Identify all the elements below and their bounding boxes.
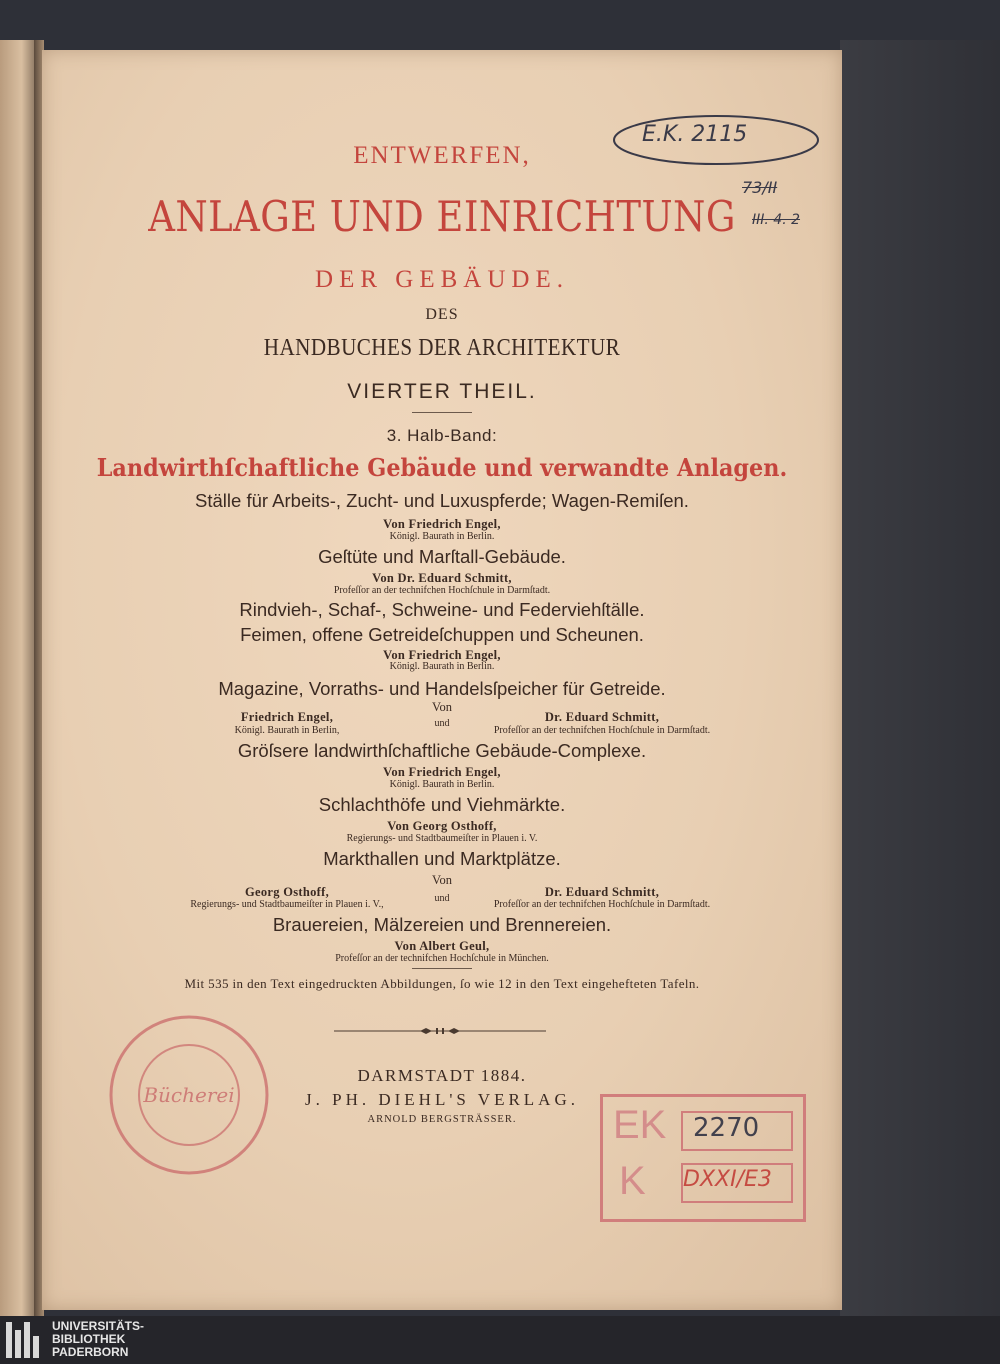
- title-line-entwerfen: ENTWERFEN,: [353, 142, 531, 169]
- section-von: Von: [432, 873, 452, 887]
- illustration-count: Mit 535 in den Text eingedruckten Abbildungen, ſo wie 12 in den Text eingehefteten Tafeln.: [184, 976, 700, 991]
- section-title: Magazine, Vorraths- und Handelsſpeicher für Getreide.: [218, 678, 666, 699]
- library-round-stamp: [104, 1010, 274, 1180]
- left-author-name: Friedrich Engel,: [240, 710, 334, 724]
- section-von: Von: [432, 700, 452, 714]
- section-affiliation: Königl. Baurath in Berlin.: [389, 531, 495, 542]
- stamp-ek-letters: EK: [613, 1103, 667, 1147]
- section-author: Von Georg Osthoff,: [387, 819, 497, 833]
- footer-line-universitaets: UNIVERSITÄTS-: [52, 1319, 145, 1333]
- ornament-rule: [334, 1026, 546, 1036]
- section-author: Von Friedrich Engel,: [383, 517, 501, 531]
- handwritten-crossed-mark: 73/II: [742, 178, 778, 197]
- right-author-name: Dr. Eduard Schmitt,: [544, 710, 660, 724]
- title-line-gebaeude: DER GEBÄUDE.: [315, 266, 569, 293]
- right-author-name: Dr. Eduard Schmitt,: [544, 885, 660, 899]
- right-author-affiliation: Profeſſor an der technifchen Hochſchule in Darmſtadt.: [493, 899, 711, 910]
- library-footer: [0, 1316, 1000, 1364]
- library-logo-text: [52, 1320, 144, 1359]
- publisher-owner: ARNOLD BERGSTRÄSSER.: [367, 1114, 517, 1125]
- und-connector: und: [434, 893, 450, 904]
- publisher-name: J. PH. DIEHL'S VERLAG.: [305, 1090, 579, 1109]
- section-author: Von Friedrich Engel,: [383, 648, 501, 662]
- section-title: Brauereien, Mälzereien und Brennereien.: [272, 914, 612, 935]
- title-line-theil: VIERTER THEIL.: [347, 380, 537, 403]
- section-author: Von Albert Geul,: [394, 939, 490, 953]
- stamp-signature: DXXI/E3: [683, 1167, 772, 1192]
- section-title: Markthallen und Marktplätze.: [323, 848, 561, 869]
- section-affiliation: Profeſſor an der technifchen Hochſchule in Darmſtadt.: [333, 585, 551, 596]
- section-title: Ställe für Arbeits-, Zucht- und Luxuspferde; Wagen-Remiſen.: [195, 490, 689, 511]
- und-connector: und: [434, 718, 450, 729]
- book-cover-edge: [840, 40, 1000, 1316]
- section-title: Rindvieh-, Schaf-, Schweine- und Federviehſtälle.: [239, 599, 645, 620]
- section-title: Schlachthöfe und Viehmärkte.: [318, 794, 566, 815]
- section-affiliation: Regierungs- und Stadtbaumeiſter in Plauen i. V.: [346, 833, 538, 844]
- title-line-des: DES: [425, 306, 459, 323]
- section-title: Geſtüte und Marſtall-Gebäude.: [318, 546, 566, 567]
- svg-text:Bücherei: Bücherei: [143, 1083, 235, 1107]
- halb-band-label: 3. Halb-Band:: [386, 426, 498, 445]
- section-affiliation: Königl. Baurath in Berlin.: [389, 661, 495, 672]
- publication-place-year: DARMSTADT 1884.: [357, 1066, 527, 1085]
- section-author: Von Dr. Eduard Schmitt,: [372, 571, 512, 585]
- title-line-handbuch: HANDBUCHES DER ARCHITEKTUR: [263, 335, 621, 361]
- footer-line-paderborn: PADERBORN: [52, 1345, 129, 1359]
- left-author-affiliation: Regierungs- und Stadtbaumeiſter in Plauen i. V.,: [190, 899, 384, 910]
- library-logo-icon: [6, 1322, 46, 1358]
- divider-rule: [412, 968, 472, 969]
- left-author-name: Georg Osthoff,: [244, 885, 330, 899]
- left-author-affiliation: Königl. Baurath in Berlin,: [234, 725, 340, 736]
- section-title: Gröſsere landwirthſchaftliche Gebäude-Complexe.: [237, 740, 647, 761]
- section-author: Von Friedrich Engel,: [383, 765, 501, 779]
- right-author-affiliation: Profeſſor an der technifchen Hochſchule in Darmſtadt.: [493, 725, 711, 736]
- section-affiliation: Profeſſor an der technifchen Hochſchule in München.: [335, 953, 549, 964]
- volume-subtitle: Landwirthſchaftliche Gebäude und verwandte Anlagen.: [96, 453, 788, 482]
- section-title-line2: Feimen, offene Getreideſchuppen und Scheunen.: [240, 624, 644, 645]
- title-page: [42, 50, 842, 1310]
- stamp-number: 2270: [693, 1113, 760, 1143]
- stamp-k-letter: K: [619, 1159, 646, 1203]
- handwritten-accession: E.K. 2115: [642, 122, 748, 147]
- facing-page-edge: [0, 40, 36, 1316]
- footer-line-bibliothek: BIBLIOTHEK: [52, 1332, 126, 1346]
- divider-rule: [412, 412, 472, 413]
- title-line-anlage: ANLAGE UND EINRICHTUNG: [148, 192, 736, 241]
- section-affiliation: Königl. Baurath in Berlin.: [389, 779, 495, 790]
- shelfmark-stamp: [600, 1094, 806, 1222]
- handwritten-shelfmark-old: III. 4. 2: [752, 212, 801, 228]
